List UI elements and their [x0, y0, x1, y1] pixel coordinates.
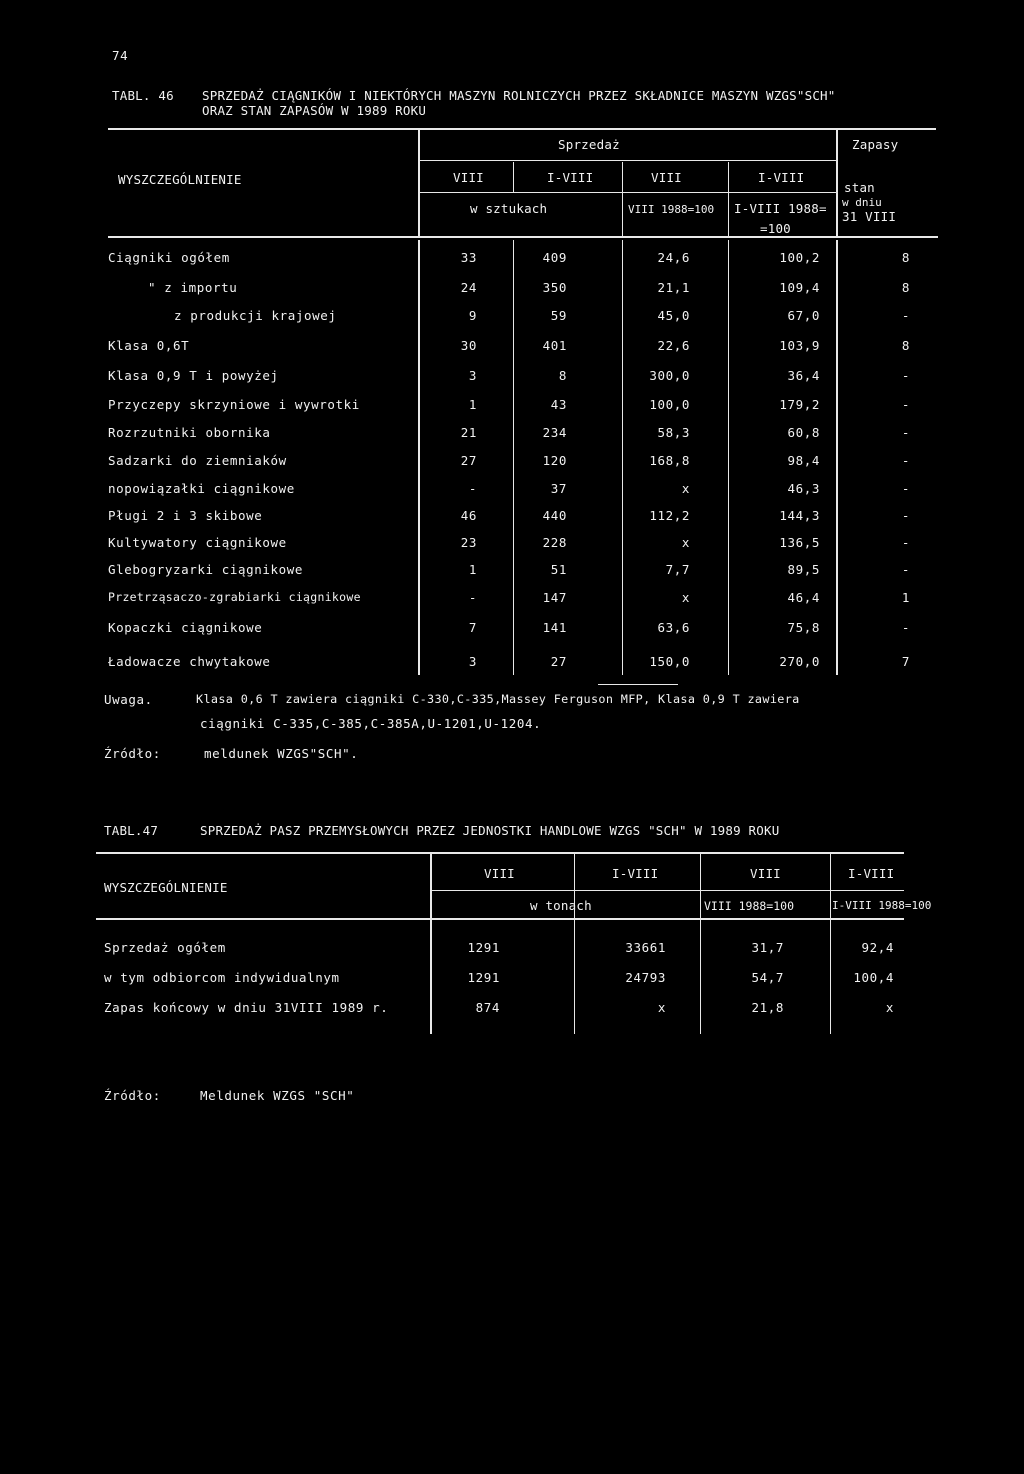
- cell: 112,2: [649, 508, 690, 523]
- cell: 63,6: [657, 620, 690, 635]
- cell: 1291: [467, 970, 500, 985]
- row-label: Rozrzutniki obornika: [108, 425, 271, 440]
- cell: 9: [468, 308, 477, 323]
- cell: 1: [468, 562, 477, 577]
- table-row: [0, 397, 1024, 417]
- header-eq100: =100: [760, 221, 791, 236]
- cell: 1291: [467, 940, 500, 955]
- cell: 75,8: [787, 620, 820, 635]
- table47-stub: WYSZCZEGÓLNIENIE: [104, 880, 228, 895]
- cell: -: [901, 425, 910, 440]
- cell: 89,5: [787, 562, 820, 577]
- uwaga-line2: ciągniki C-335,C-385,C-385A,U-1201,U-1204.: [200, 716, 542, 731]
- cell: 24793: [625, 970, 666, 985]
- cell: x: [681, 481, 690, 496]
- cell: 43: [550, 397, 567, 412]
- cell: 401: [542, 338, 567, 353]
- row-label: Kultywatory ciągnikowe: [108, 535, 287, 550]
- cell: -: [901, 453, 910, 468]
- cell: 30: [460, 338, 477, 353]
- cell: 45,0: [657, 308, 690, 323]
- uwaga-label: Uwaga.: [104, 692, 153, 707]
- cell: 24,6: [657, 250, 690, 265]
- cell: 300,0: [649, 368, 690, 383]
- row-label: " z importu: [148, 280, 238, 295]
- cell: 60,8: [787, 425, 820, 440]
- cell: x: [681, 590, 690, 605]
- header-sprzedaz: Sprzedaż: [558, 137, 620, 152]
- cell: 23: [460, 535, 477, 550]
- cell: 179,2: [779, 397, 820, 412]
- row-label: Sprzedaż ogółem: [104, 940, 226, 955]
- cell: 27: [460, 453, 477, 468]
- cell: 144,3: [779, 508, 820, 523]
- table-row: [0, 338, 1024, 358]
- table47-zrodlo-text: Meldunek WZGS "SCH": [200, 1088, 355, 1103]
- row-label: Glebogryzarki ciągnikowe: [108, 562, 304, 577]
- cell: 168,8: [649, 453, 690, 468]
- row-label: Sadzarki do ziemniaków: [108, 453, 287, 468]
- header-col-i-viii-b: I-VIII: [758, 170, 805, 185]
- cell: 874: [475, 1000, 500, 1015]
- header-31viii: 31 VIII: [842, 209, 897, 224]
- table47-viii-1988: VIII 1988=100: [704, 899, 795, 913]
- cell: -: [468, 590, 477, 605]
- row-label: Kopaczki ciągnikowe: [108, 620, 263, 635]
- header-col-viii: VIII: [453, 170, 484, 185]
- cell: 150,0: [649, 654, 690, 669]
- table47-label: TABL.47: [104, 823, 159, 838]
- row-label: Ciągniki ogółem: [108, 250, 230, 265]
- header-col-viii-b: VIII: [651, 170, 682, 185]
- cell: 37: [550, 481, 567, 496]
- cell: 58,3: [657, 425, 690, 440]
- cell: 147: [542, 590, 567, 605]
- row-label: w tym odbiorcom indywidualnym: [104, 970, 340, 985]
- cell: 7: [468, 620, 477, 635]
- table46-title-line1: SPRZEDAŻ CIĄGNIKÓW I NIEKTÓRYCH MASZYN ROLNICZYCH PRZEZ SKŁADNICE MASZYN WZGS"SCH": [202, 88, 836, 103]
- table-row: [0, 654, 1024, 674]
- row-label: Ładowacze chwytakowe: [108, 654, 271, 669]
- header-i-viii-1988: I-VIII 1988=: [734, 201, 827, 216]
- table-row: [0, 280, 1024, 300]
- table-row: [0, 481, 1024, 501]
- row-label: Przetrząsaczo-zgrabiarki ciągnikowe: [108, 590, 361, 604]
- cell: 1: [901, 590, 910, 605]
- cell: 3: [468, 368, 477, 383]
- table-row: [0, 425, 1024, 445]
- cell: 59: [550, 308, 567, 323]
- cell: 228: [542, 535, 567, 550]
- cell: -: [901, 620, 910, 635]
- cell: 27: [550, 654, 567, 669]
- cell: 7: [901, 654, 910, 669]
- cell: -: [901, 481, 910, 496]
- cell: 100,4: [853, 970, 894, 985]
- cell: 120: [542, 453, 567, 468]
- cell: 98,4: [787, 453, 820, 468]
- cell: 21,8: [751, 1000, 784, 1015]
- uwaga-line1: Klasa 0,6 T zawiera ciągniki C-330,C-335,Massey Ferguson MFP, Klasa 0,9 T zawiera: [196, 692, 800, 706]
- cell: x: [681, 535, 690, 550]
- table-row: [0, 940, 1024, 960]
- cell: 8: [901, 338, 910, 353]
- cell: 136,5: [779, 535, 820, 550]
- row-label: z produkcji krajowej: [174, 308, 337, 323]
- cell: 350: [542, 280, 567, 295]
- table47-i-viii-1988: I-VIII 1988=100: [832, 899, 932, 912]
- cell: 8: [901, 280, 910, 295]
- table47-zrodlo-label: Źródło:: [104, 1088, 161, 1103]
- table46-label: TABL. 46: [112, 88, 174, 103]
- cell: 46,3: [787, 481, 820, 496]
- row-label: nopowiązałki ciągnikowe: [108, 481, 295, 496]
- cell: 21,1: [657, 280, 690, 295]
- row-label: Zapas końcowy w dniu 31VIII 1989 r.: [104, 1000, 389, 1015]
- row-label: Klasa 0,6T: [108, 338, 190, 353]
- cell: 1: [468, 397, 477, 412]
- zrodlo-text: meldunek WZGS"SCH".: [204, 746, 359, 761]
- cell: 24: [460, 280, 477, 295]
- cell: -: [468, 481, 477, 496]
- cell: 46,4: [787, 590, 820, 605]
- table47-w-tonach: w tonach: [530, 898, 592, 913]
- table-row: [0, 535, 1024, 555]
- page-number: 74: [112, 48, 129, 63]
- cell: x: [885, 1000, 894, 1015]
- cell: 100,2: [779, 250, 820, 265]
- cell: -: [901, 308, 910, 323]
- table-row: [0, 508, 1024, 528]
- table46-title-line2: ORAZ STAN ZAPASÓW W 1989 ROKU: [202, 103, 427, 118]
- cell: 54,7: [751, 970, 784, 985]
- cell: -: [901, 535, 910, 550]
- cell: 270,0: [779, 654, 820, 669]
- cell: -: [901, 508, 910, 523]
- header-w-dniu: w dniu: [842, 196, 882, 209]
- table47-h-c2: I-VIII: [612, 866, 659, 881]
- cell: 440: [542, 508, 567, 523]
- cell: 141: [542, 620, 567, 635]
- cell: 67,0: [787, 308, 820, 323]
- table47-h-c3: VIII: [750, 866, 781, 881]
- table-row: [0, 620, 1024, 640]
- cell: 8: [558, 368, 567, 383]
- cell: 33661: [625, 940, 666, 955]
- cell: 36,4: [787, 368, 820, 383]
- table-row: [0, 562, 1024, 582]
- table-row: [0, 1000, 1024, 1020]
- cell: 100,0: [649, 397, 690, 412]
- header-stan: stan: [844, 180, 875, 195]
- row-label: Przyczepy skrzyniowe i wywrotki: [108, 397, 360, 412]
- row-label: Klasa 0,9 T i powyżej: [108, 368, 279, 383]
- cell: 409: [542, 250, 567, 265]
- table47-h-c1: VIII: [484, 866, 515, 881]
- cell: 46: [460, 508, 477, 523]
- header-w-sztukach: w sztukach: [470, 201, 548, 216]
- cell: 3: [468, 654, 477, 669]
- table47-title: SPRZEDAŻ PASZ PRZEMYSŁOWYCH PRZEZ JEDNOSTKI HANDLOWE WZGS "SCH" W 1989 ROKU: [200, 823, 780, 838]
- table-row: [0, 590, 1024, 610]
- cell: 8: [901, 250, 910, 265]
- header-viii-1988: VIII 1988=100: [628, 203, 715, 216]
- header-stub: WYSZCZEGÓLNIENIE: [118, 172, 242, 187]
- table-row: [0, 970, 1024, 990]
- cell: 51: [550, 562, 567, 577]
- cell: -: [901, 562, 910, 577]
- cell: 103,9: [779, 338, 820, 353]
- zrodlo-label: Źródło:: [104, 746, 161, 761]
- header-col-i-viii: I-VIII: [547, 170, 594, 185]
- cell: -: [901, 368, 910, 383]
- cell: 22,6: [657, 338, 690, 353]
- cell: 21: [460, 425, 477, 440]
- table-row: [0, 250, 1024, 270]
- table-row: [0, 368, 1024, 388]
- table47-h-c4: I-VIII: [848, 866, 895, 881]
- table-row: [0, 453, 1024, 473]
- table-row: [0, 308, 1024, 328]
- cell: 7,7: [665, 562, 690, 577]
- header-zapasy: Zapasy: [852, 137, 899, 152]
- cell: 92,4: [861, 940, 894, 955]
- cell: 33: [460, 250, 477, 265]
- cell: 109,4: [779, 280, 820, 295]
- cell: x: [657, 1000, 666, 1015]
- cell: 234: [542, 425, 567, 440]
- cell: -: [901, 397, 910, 412]
- cell: 31,7: [751, 940, 784, 955]
- row-label: Pługi 2 i 3 skibowe: [108, 508, 263, 523]
